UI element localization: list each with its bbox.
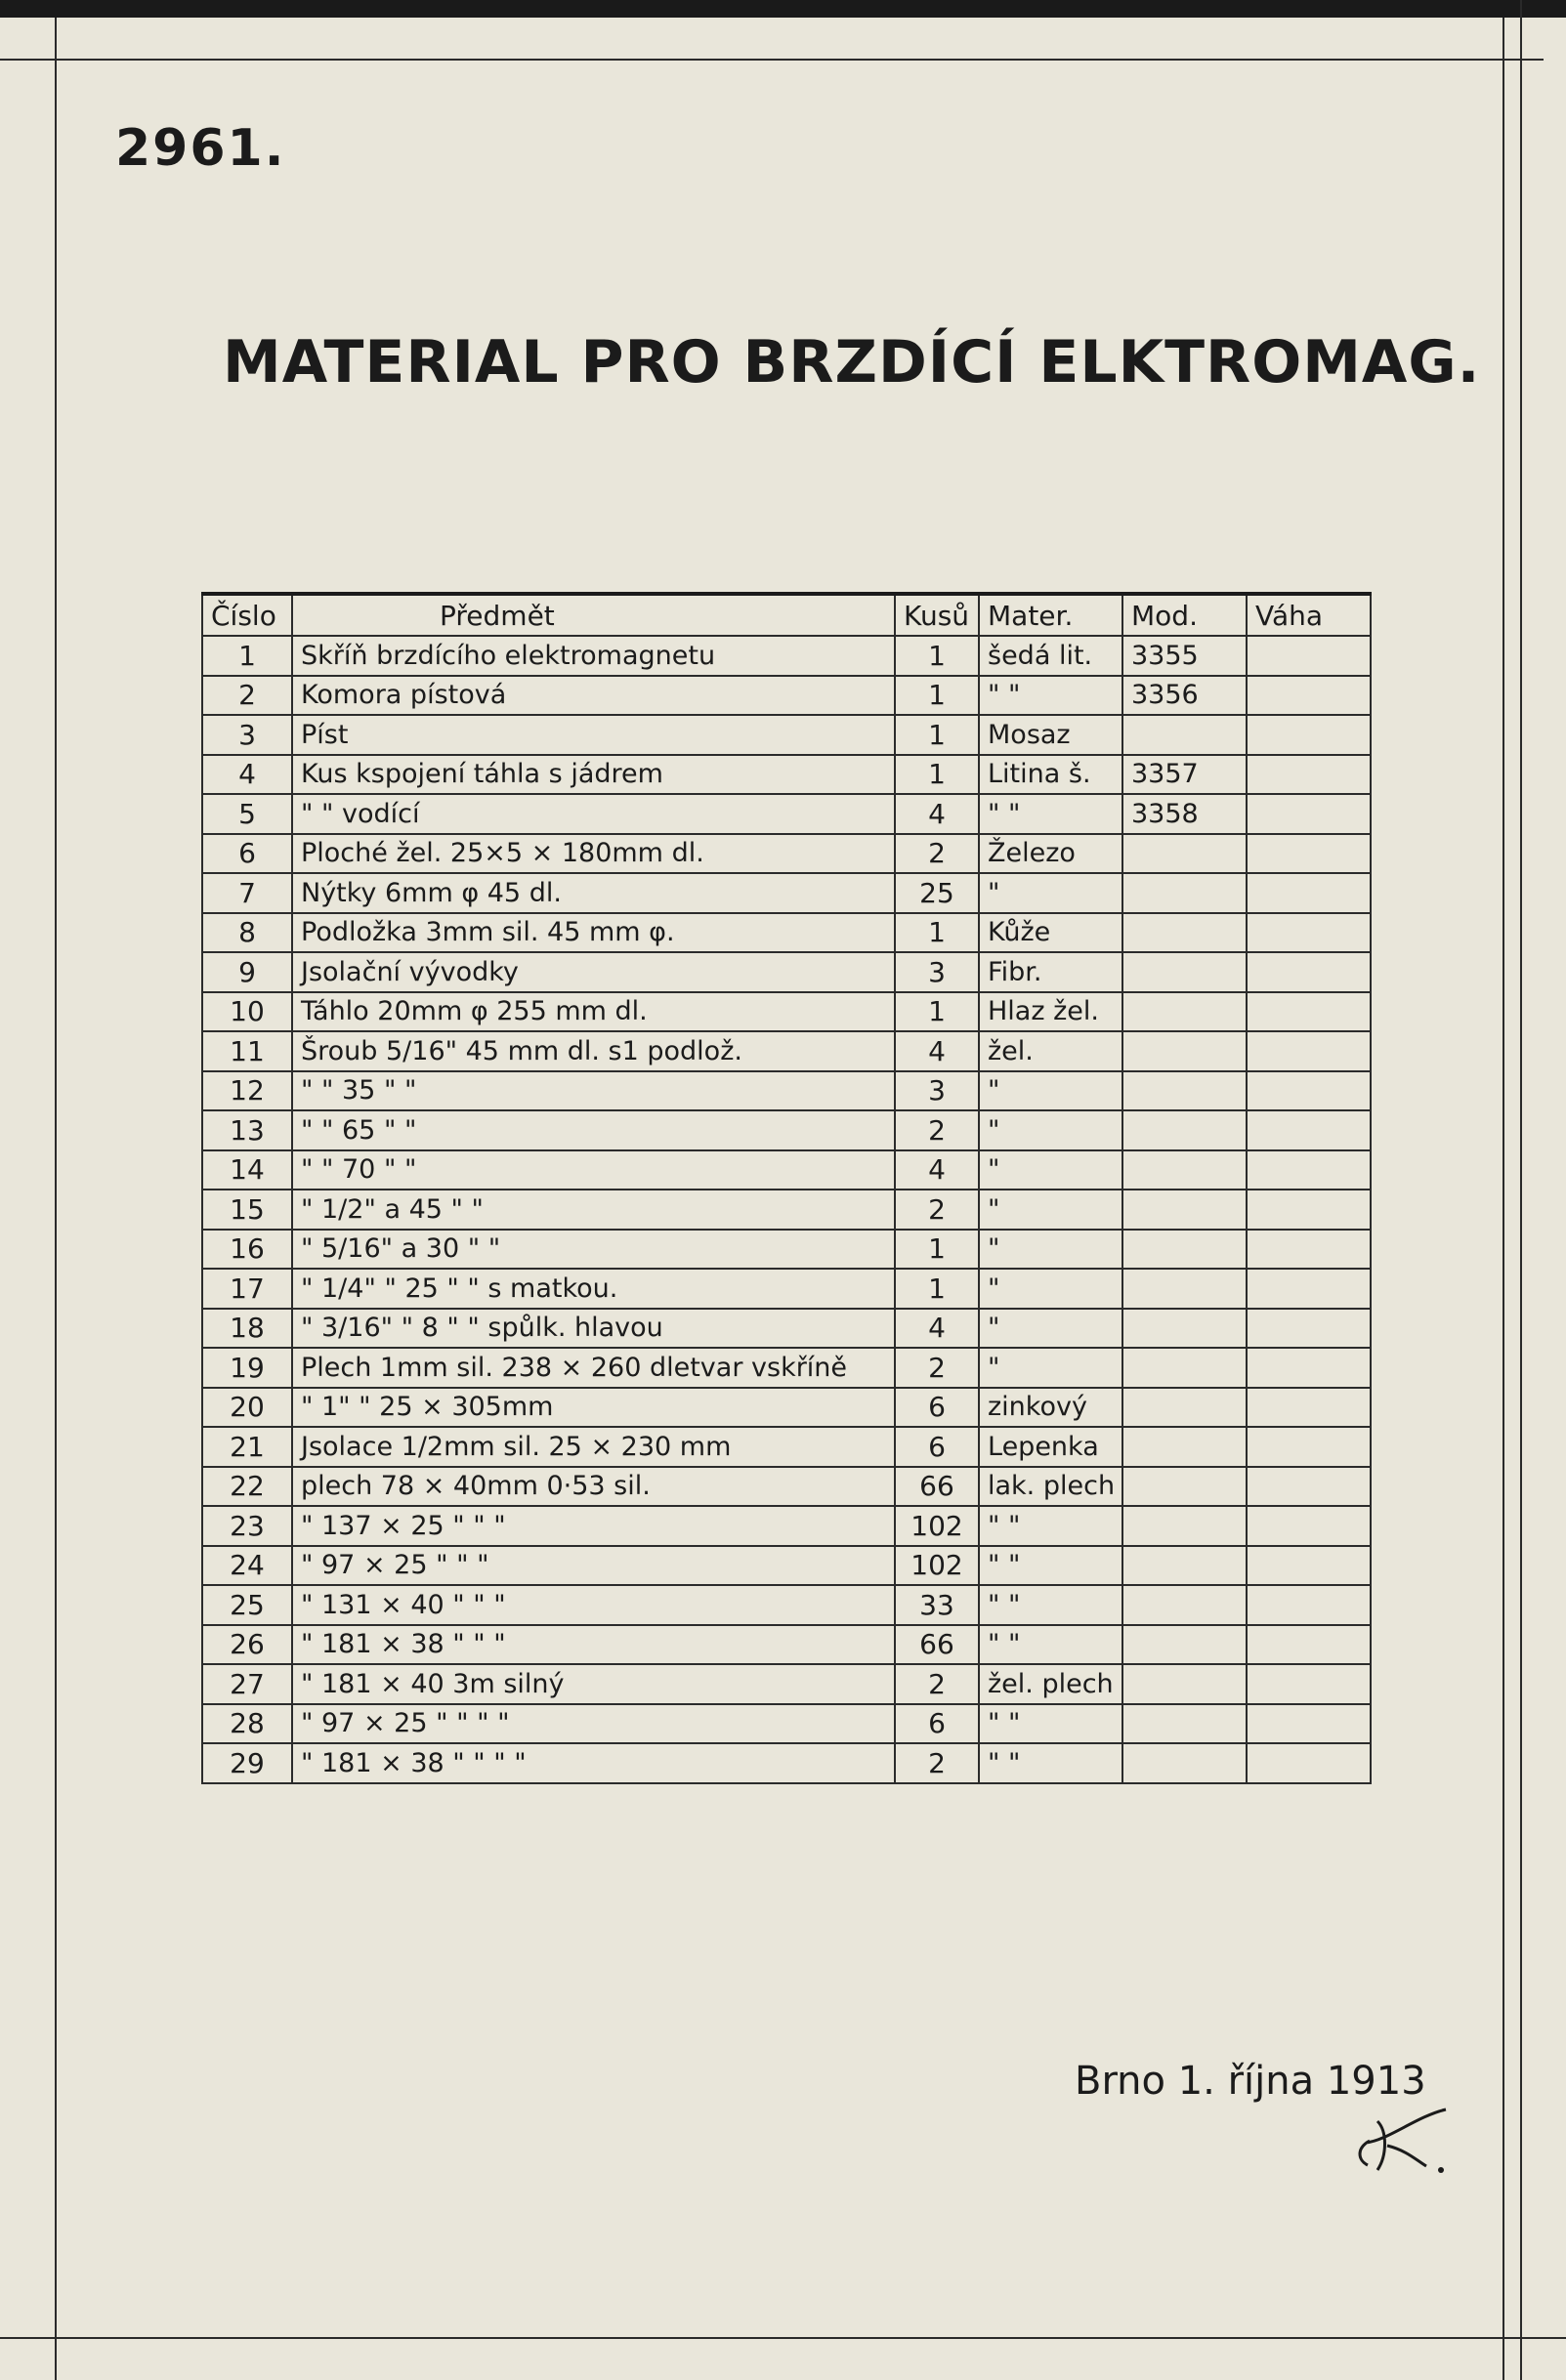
cell-weight — [1247, 1467, 1371, 1507]
cell-material: " — [979, 873, 1122, 913]
signature-initial — [1348, 2102, 1456, 2180]
cell-number: 21 — [202, 1427, 292, 1467]
cell-quantity: 2 — [895, 834, 979, 874]
cell-number: 12 — [202, 1071, 292, 1111]
cell-item: Jsolace 1/2mm sil. 25 × 230 mm — [292, 1427, 895, 1467]
table-row — [202, 1348, 1371, 1388]
cell-quantity: 3 — [895, 952, 979, 992]
cell-weight — [1247, 1704, 1371, 1744]
place-and-date: Brno 1. října 1913 — [1075, 2059, 1426, 2104]
table-row — [202, 1031, 1371, 1071]
cell-item: Komora pístová — [292, 676, 895, 716]
cell-quantity: 1 — [895, 913, 979, 953]
cell-weight — [1247, 1743, 1371, 1783]
cell-model — [1122, 1664, 1247, 1704]
cell-quantity: 1 — [895, 676, 979, 716]
header-mod: Mod. — [1122, 594, 1247, 636]
cell-number: 5 — [202, 794, 292, 834]
cell-item: Táhlo 20mm φ 255 mm dl. — [292, 992, 895, 1032]
table-row — [202, 794, 1371, 834]
cell-item: " 137 × 25 " " " — [292, 1506, 895, 1546]
cell-number: 18 — [202, 1309, 292, 1349]
cell-model — [1122, 1230, 1247, 1270]
header-kusu: Kusů — [895, 594, 979, 636]
cell-material: Fibr. — [979, 952, 1122, 992]
cell-quantity: 6 — [895, 1427, 979, 1467]
cell-model — [1122, 1467, 1247, 1507]
cell-number: 20 — [202, 1388, 292, 1428]
cell-material: Železo — [979, 834, 1122, 874]
table-row — [202, 755, 1371, 795]
cell-number: 26 — [202, 1625, 292, 1665]
cell-item: Skříň brzdícího elektromagnetu — [292, 636, 895, 676]
cell-weight — [1247, 1150, 1371, 1190]
cell-number: 10 — [202, 992, 292, 1032]
cell-quantity: 1 — [895, 755, 979, 795]
cell-weight — [1247, 873, 1371, 913]
cell-number: 15 — [202, 1190, 292, 1230]
cell-quantity: 1 — [895, 992, 979, 1032]
cell-quantity: 2 — [895, 1348, 979, 1388]
cell-quantity: 102 — [895, 1546, 979, 1586]
cell-quantity: 102 — [895, 1506, 979, 1546]
cell-model: 3356 — [1122, 676, 1247, 716]
document-title: MATERIAL PRO BRZDÍCÍ ELKTROMAG. — [223, 328, 1481, 397]
frame-top-line — [0, 59, 1544, 61]
cell-weight — [1247, 1269, 1371, 1309]
cell-number: 28 — [202, 1704, 292, 1744]
cell-material: Mosaz — [979, 715, 1122, 755]
table-row — [202, 992, 1371, 1032]
cell-quantity: 3 — [895, 1071, 979, 1111]
cell-material: " — [979, 1190, 1122, 1230]
header-mater: Mater. — [979, 594, 1122, 636]
cell-material: žel. — [979, 1031, 1122, 1071]
cell-number: 23 — [202, 1506, 292, 1546]
table-row — [202, 1585, 1371, 1625]
table-row — [202, 715, 1371, 755]
table-row — [202, 1664, 1371, 1704]
cell-model — [1122, 992, 1247, 1032]
cell-quantity: 66 — [895, 1625, 979, 1665]
material-table — [201, 592, 1372, 1784]
cell-number: 6 — [202, 834, 292, 874]
cell-model — [1122, 834, 1247, 874]
cell-material: " — [979, 1110, 1122, 1150]
cell-material: šedá lit. — [979, 636, 1122, 676]
cell-number: 27 — [202, 1664, 292, 1704]
cell-model — [1122, 1110, 1247, 1150]
table-row — [202, 1427, 1371, 1467]
cell-material: " — [979, 1230, 1122, 1270]
cell-number: 22 — [202, 1467, 292, 1507]
cell-item: " " 65 " " — [292, 1110, 895, 1150]
cell-quantity: 4 — [895, 1031, 979, 1071]
cell-item: " " 35 " " — [292, 1071, 895, 1111]
table-row — [202, 873, 1371, 913]
cell-item: " 5/16" a 30 " " — [292, 1230, 895, 1270]
frame-right-line — [1503, 18, 1504, 2380]
cell-model — [1122, 1269, 1247, 1309]
frame-bottom-line — [0, 2337, 1566, 2339]
cell-weight — [1247, 1348, 1371, 1388]
cell-weight — [1247, 913, 1371, 953]
cell-weight — [1247, 636, 1371, 676]
cell-item: " 1/2" a 45 " " — [292, 1190, 895, 1230]
cell-material: " " — [979, 676, 1122, 716]
cell-weight — [1247, 676, 1371, 716]
cell-quantity: 4 — [895, 1150, 979, 1190]
cell-model — [1122, 1743, 1247, 1783]
cell-material: " — [979, 1309, 1122, 1349]
table-row — [202, 1388, 1371, 1428]
cell-quantity: 6 — [895, 1388, 979, 1428]
table-row — [202, 913, 1371, 953]
cell-weight — [1247, 992, 1371, 1032]
header-vaha: Váha — [1247, 594, 1371, 636]
cell-number: 19 — [202, 1348, 292, 1388]
cell-model — [1122, 1427, 1247, 1467]
cell-weight — [1247, 1110, 1371, 1150]
cell-material: " " — [979, 1585, 1122, 1625]
cell-model — [1122, 913, 1247, 953]
cell-item: Jsolační vývodky — [292, 952, 895, 992]
cell-item: Plech 1mm sil. 238 × 260 dletvar vskříně — [292, 1348, 895, 1388]
cell-number: 17 — [202, 1269, 292, 1309]
cell-weight — [1247, 834, 1371, 874]
cell-quantity: 1 — [895, 1230, 979, 1270]
cell-model — [1122, 1506, 1247, 1546]
table-row — [202, 676, 1371, 716]
cell-model — [1122, 1704, 1247, 1744]
cell-item: Kus kspojení táhla s jádrem — [292, 755, 895, 795]
cell-item: " " 70 " " — [292, 1150, 895, 1190]
cell-quantity: 25 — [895, 873, 979, 913]
cell-model — [1122, 1309, 1247, 1349]
cell-item: " 181 × 40 3m silný — [292, 1664, 895, 1704]
table-row — [202, 1506, 1371, 1546]
cell-number: 8 — [202, 913, 292, 953]
cell-material: " " — [979, 794, 1122, 834]
cell-model: 3355 — [1122, 636, 1247, 676]
cell-material: " — [979, 1150, 1122, 1190]
cell-weight — [1247, 1388, 1371, 1428]
cell-item: Podložka 3mm sil. 45 mm φ. — [292, 913, 895, 953]
cell-model: 3357 — [1122, 755, 1247, 795]
cell-material: " — [979, 1071, 1122, 1111]
cell-item: " 131 × 40 " " " — [292, 1585, 895, 1625]
cell-model — [1122, 1348, 1247, 1388]
cell-material: Kůže — [979, 913, 1122, 953]
cell-item: plech 78 × 40mm 0·53 sil. — [292, 1467, 895, 1507]
cell-number: 2 — [202, 676, 292, 716]
header-cislo: Číslo — [202, 594, 292, 636]
cell-number: 11 — [202, 1031, 292, 1071]
table-row — [202, 1071, 1371, 1111]
cell-number: 14 — [202, 1150, 292, 1190]
cell-material: Litina š. — [979, 755, 1122, 795]
table-row — [202, 1625, 1371, 1665]
cell-number: 9 — [202, 952, 292, 992]
table-row — [202, 834, 1371, 874]
cell-weight — [1247, 1230, 1371, 1270]
cell-quantity: 4 — [895, 794, 979, 834]
cell-quantity: 66 — [895, 1467, 979, 1507]
table-row — [202, 1546, 1371, 1586]
cell-material: Lepenka — [979, 1427, 1122, 1467]
cell-weight — [1247, 1506, 1371, 1546]
cell-material: " " — [979, 1743, 1122, 1783]
cell-item: Šroub 5/16" 45 mm dl. s1 podlož. — [292, 1031, 895, 1071]
cell-weight — [1247, 952, 1371, 992]
cell-item: " 1/4" " 25 " " s matkou. — [292, 1269, 895, 1309]
cell-number: 3 — [202, 715, 292, 755]
cell-weight — [1247, 1031, 1371, 1071]
cell-number: 13 — [202, 1110, 292, 1150]
cell-material: " " — [979, 1506, 1122, 1546]
cell-weight — [1247, 1071, 1371, 1111]
document-number: 2961. — [115, 119, 286, 178]
cell-quantity: 2 — [895, 1190, 979, 1230]
cell-material: " " — [979, 1625, 1122, 1665]
cell-number: 25 — [202, 1585, 292, 1625]
cell-quantity: 1 — [895, 1269, 979, 1309]
table-header-row — [202, 594, 1371, 636]
table-row — [202, 1743, 1371, 1783]
cell-quantity: 2 — [895, 1110, 979, 1150]
cell-model — [1122, 1190, 1247, 1230]
cell-material: žel. plech — [979, 1664, 1122, 1704]
cell-item: " 181 × 38 " " " — [292, 1625, 895, 1665]
cell-quantity: 4 — [895, 1309, 979, 1349]
cell-item: " 1" " 25 × 305mm — [292, 1388, 895, 1428]
table-row — [202, 1704, 1371, 1744]
cell-item: " 3/16" " 8 " " spůlk. hlavou — [292, 1309, 895, 1349]
cell-material: " " — [979, 1546, 1122, 1586]
cell-number: 29 — [202, 1743, 292, 1783]
cell-quantity: 2 — [895, 1743, 979, 1783]
cell-model — [1122, 952, 1247, 992]
cell-number: 24 — [202, 1546, 292, 1586]
table-row — [202, 1309, 1371, 1349]
cell-material: " — [979, 1348, 1122, 1388]
table-row — [202, 952, 1371, 992]
cell-model — [1122, 873, 1247, 913]
cell-item: " 181 × 38 " " " " — [292, 1743, 895, 1783]
cell-weight — [1247, 755, 1371, 795]
cell-model: 3358 — [1122, 794, 1247, 834]
cell-number: 1 — [202, 636, 292, 676]
table-row — [202, 636, 1371, 676]
cell-quantity: 6 — [895, 1704, 979, 1744]
cell-number: 16 — [202, 1230, 292, 1270]
cell-model — [1122, 1625, 1247, 1665]
table-row — [202, 1150, 1371, 1190]
cell-weight — [1247, 1625, 1371, 1665]
cell-weight — [1247, 1427, 1371, 1467]
table-row — [202, 1190, 1371, 1230]
cell-item: Ploché žel. 25×5 × 180mm dl. — [292, 834, 895, 874]
cell-material: Hlaz žel. — [979, 992, 1122, 1032]
frame-left-line — [55, 18, 57, 2380]
cell-material: " — [979, 1269, 1122, 1309]
table-row — [202, 1110, 1371, 1150]
cell-material: lak. plech — [979, 1467, 1122, 1507]
cell-item: Nýtky 6mm φ 45 dl. — [292, 873, 895, 913]
cell-material: zinkový — [979, 1388, 1122, 1428]
cell-weight — [1247, 1664, 1371, 1704]
cell-material: " " — [979, 1704, 1122, 1744]
table-row — [202, 1467, 1371, 1507]
cell-quantity: 1 — [895, 636, 979, 676]
cell-weight — [1247, 715, 1371, 755]
cell-item: " 97 × 25 " " " " — [292, 1704, 895, 1744]
table-row — [202, 1269, 1371, 1309]
cell-model — [1122, 1150, 1247, 1190]
cell-weight — [1247, 794, 1371, 834]
cell-item: Píst — [292, 715, 895, 755]
cell-weight — [1247, 1546, 1371, 1586]
cell-model — [1122, 1071, 1247, 1111]
cell-model — [1122, 1031, 1247, 1071]
cell-weight — [1247, 1190, 1371, 1230]
header-predmet: Předmět — [292, 594, 895, 636]
cell-item: " " vodící — [292, 794, 895, 834]
cell-quantity: 33 — [895, 1585, 979, 1625]
cell-model — [1122, 1546, 1247, 1586]
cell-model — [1122, 1585, 1247, 1625]
cell-number: 7 — [202, 873, 292, 913]
frame-right-outer-line — [1520, 0, 1522, 2380]
cell-model — [1122, 715, 1247, 755]
cell-number: 4 — [202, 755, 292, 795]
cell-weight — [1247, 1585, 1371, 1625]
cell-quantity: 2 — [895, 1664, 979, 1704]
cell-model — [1122, 1388, 1247, 1428]
cell-quantity: 1 — [895, 715, 979, 755]
cell-item: " 97 × 25 " " " — [292, 1546, 895, 1586]
cell-weight — [1247, 1309, 1371, 1349]
table-row — [202, 1230, 1371, 1270]
